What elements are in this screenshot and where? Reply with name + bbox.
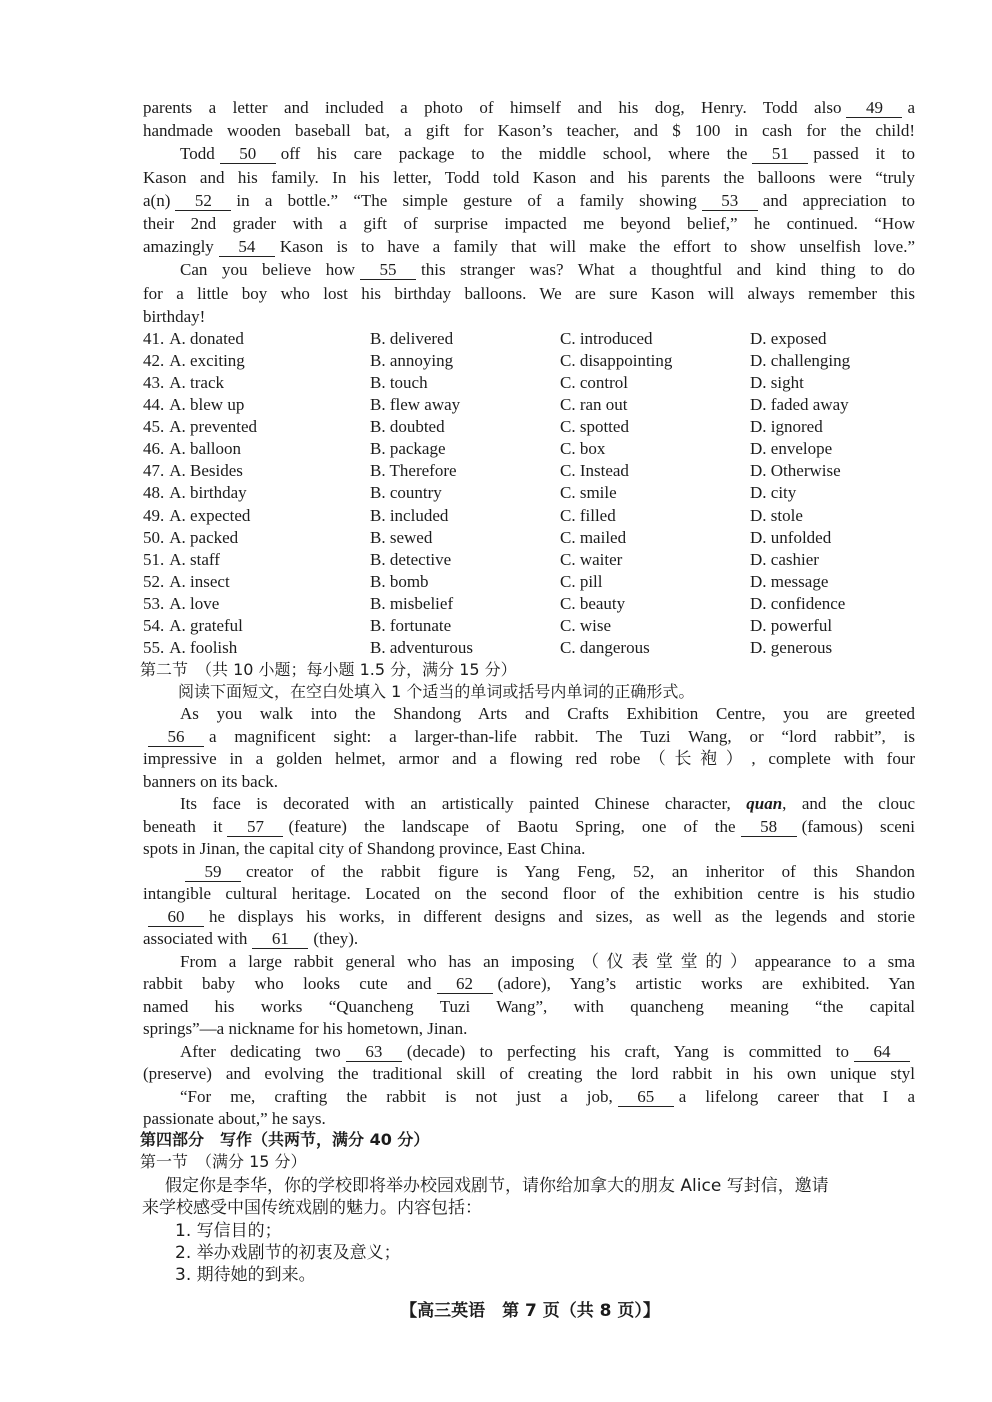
- option-d: D. generous: [750, 637, 833, 657]
- option-cell-a: [143, 571, 370, 593]
- text-run: rabbit baby who looks cute and: [143, 974, 432, 993]
- text-run: parents a letter and included a photo of himself and his dog, Henry. Todd also: [143, 98, 842, 117]
- option-a: A. balloon: [169, 439, 242, 459]
- text-run: he displays his works, in different designs and sizes, as well as the legends and storie: [209, 906, 915, 926]
- option-c: C. introduced: [560, 329, 653, 348]
- question-number: 48.: [143, 483, 165, 503]
- text-run: (adore), Yang’s artistic works are exhibited. Yan: [497, 974, 915, 993]
- option-a: A. exciting: [169, 351, 245, 371]
- option-c: C. dangerous: [560, 637, 650, 657]
- text-line: [143, 793, 915, 816]
- text-run: spots in Jinan, the capital city of Shandong province, East China.: [143, 839, 586, 858]
- option-b: B. adventurous: [370, 637, 473, 657]
- option-c: C. smile: [560, 483, 617, 503]
- answer-blank: 61: [252, 930, 308, 949]
- option-c: C. pill: [560, 571, 603, 591]
- answer-blank: 54: [219, 238, 275, 257]
- text-run: impressive in a golden helmet, armor and a flowing red robe（长袍）, complete with four: [143, 749, 915, 768]
- cloze-passage: [143, 96, 915, 328]
- option-row: [143, 372, 923, 394]
- option-a: A. birthday: [169, 483, 247, 503]
- text-line: [143, 816, 915, 839]
- text-run: beneath it: [143, 816, 223, 836]
- text-line: [143, 1018, 915, 1041]
- text-line: [143, 973, 915, 996]
- option-c: C. wise: [560, 615, 611, 635]
- option-a: A. insect: [169, 571, 230, 591]
- option-b: B. fortunate: [370, 615, 452, 635]
- option-c: C. disappointing: [560, 351, 673, 371]
- prompt-point: 2. 举办戏剧节的初衷及意义；: [175, 1242, 401, 1263]
- question-number: 52.: [143, 571, 165, 591]
- paragraph: [143, 703, 915, 793]
- text-run: springs”—a nickname for his hometown, Jinan.: [143, 1019, 468, 1038]
- section-2-title: 第二节 （共 10 小题；每小题 1.5 分，满分 15 分）: [140, 660, 517, 679]
- text-line: [143, 282, 915, 305]
- text-run: (they).: [313, 929, 359, 948]
- prompt-line: 假定你是李华，你的学校即将举办校园戏剧节，请你给加拿大的朋友 Alice 写封信，邀请: [165, 1176, 829, 1196]
- text-run: handmade wooden baseball bat, a gift for Kason’s teacher, and $ 100 in cash for the child!: [143, 121, 915, 141]
- text-line: [143, 861, 915, 884]
- option-cell-a: [143, 372, 370, 394]
- text-line: [143, 1041, 915, 1064]
- option-d: D. powerful: [750, 615, 833, 635]
- option-cell-a: [143, 615, 370, 637]
- text-line: [143, 883, 915, 906]
- option-row: [143, 416, 923, 438]
- option-d: D. stole: [750, 505, 803, 525]
- option-row: [143, 350, 923, 372]
- text-line: [143, 258, 915, 281]
- text-line: [143, 305, 915, 328]
- part-4-title: 第四部分 写作（共两节，满分 40 分）: [140, 1130, 430, 1149]
- question-number: 55.: [143, 637, 165, 657]
- paragraph: [143, 1041, 915, 1086]
- text-run: , and the clouc: [782, 794, 915, 813]
- option-cell-a: [143, 527, 370, 549]
- text-run: off his care package to the middle school, where the: [280, 144, 748, 164]
- question-number: 54.: [143, 615, 165, 635]
- text-run: a: [907, 98, 915, 117]
- answer-blank: 52: [175, 192, 231, 211]
- text-line: [143, 748, 915, 771]
- text-line: [143, 726, 915, 749]
- option-d: D. sight: [750, 373, 804, 393]
- text-run: a magnificent sight: a larger-than-life rabbit. The Tuzi Wang, or “lord rabbit”, is: [209, 726, 915, 746]
- prompt-point: 3. 期待她的到来。: [175, 1265, 316, 1285]
- text-line: [143, 142, 915, 165]
- option-c: C. mailed: [560, 527, 627, 547]
- paragraph: [143, 793, 915, 861]
- option-b: B. touch: [370, 373, 428, 393]
- question-number: 44.: [143, 395, 165, 415]
- option-d: D. faded away: [750, 395, 849, 415]
- option-cell-a: [143, 549, 370, 571]
- option-d: D. Otherwise: [750, 461, 841, 481]
- option-row: [143, 505, 923, 527]
- option-b: B. country: [370, 483, 442, 503]
- option-b: B. delivered: [370, 329, 454, 348]
- option-b: B. misbelief: [370, 593, 454, 613]
- question-number: 45.: [143, 417, 165, 437]
- paragraph: [143, 861, 915, 951]
- answer-blank: 50: [220, 145, 276, 164]
- prompt-line: 来学校感受中国传统戏剧的魅力。内容包括：: [142, 1198, 482, 1219]
- text-run: associated with: [143, 929, 248, 948]
- option-a: A. foolish: [169, 637, 238, 657]
- answer-blank: 64: [854, 1043, 910, 1062]
- paragraph: [143, 951, 915, 1041]
- answer-blank: 65: [618, 1088, 674, 1107]
- option-row: [143, 549, 923, 571]
- prompt-point: 1. 写信目的；: [175, 1220, 282, 1241]
- emphasized-word: quan: [746, 794, 783, 813]
- answer-blank: 57: [227, 818, 283, 837]
- option-b: B. sewed: [370, 527, 433, 547]
- text-line: [143, 838, 915, 861]
- text-line: [143, 189, 915, 212]
- part-4-section-1-title: 第一节 （满分 15 分）: [140, 1152, 307, 1171]
- option-cell-a: [143, 505, 370, 527]
- option-b: B. included: [370, 505, 449, 525]
- option-d: D. ignored: [750, 417, 823, 437]
- text-run: birthday!: [143, 306, 206, 326]
- text-run: (preserve) and evolving the traditional skill of creating the lord rabbit in his own unique styl: [143, 1064, 915, 1083]
- option-a: A. grateful: [169, 615, 243, 635]
- option-a: A. donated: [169, 329, 244, 348]
- answer-blank: 62: [437, 975, 493, 994]
- question-number: 42.: [143, 351, 165, 371]
- question-number: 43.: [143, 373, 165, 393]
- text-run: “For me, crafting the rabbit is not just a job,: [180, 1086, 613, 1106]
- cloze-options: [143, 328, 923, 659]
- option-c: C. box: [560, 439, 606, 459]
- option-d: D. city: [750, 483, 797, 503]
- text-run: Todd: [180, 144, 215, 164]
- text-run: (famous) sceni: [801, 816, 915, 836]
- option-row: [143, 593, 923, 615]
- text-line: [143, 771, 915, 794]
- part-4-header: [140, 1129, 920, 1173]
- text-run: their 2nd grader with a gift of surprise impacted me beyond belief,” he continued. “How: [143, 213, 915, 233]
- option-cell-a: [143, 482, 370, 504]
- option-row: [143, 571, 923, 593]
- text-run: (feature) the landscape of Baotu Spring, one of the: [288, 816, 736, 836]
- text-run: After dedicating two: [180, 1041, 341, 1061]
- option-c: C. control: [560, 373, 628, 393]
- option-b: B. detective: [370, 549, 452, 569]
- text-line: [143, 235, 915, 258]
- text-line: [143, 996, 915, 1019]
- text-run: As you walk into the Shandong Arts and Crafts Exhibition Centre, you are greeted: [180, 704, 915, 723]
- section-2-instructions: 阅读下面短文，在空白处填入 1 个适当的单词或括号内单词的正确形式。: [178, 682, 695, 701]
- text-run: creator of the rabbit figure is Yang Feng, 52, an inheritor of this Shandon: [246, 861, 915, 881]
- option-a: A. packed: [169, 527, 239, 547]
- text-run: in a bottle.” “The simple gesture of a family showing: [236, 190, 697, 210]
- grammar-passage: [143, 703, 915, 1131]
- text-run: amazingly: [143, 237, 214, 257]
- option-a: A. staff: [169, 549, 220, 569]
- paragraph: [143, 96, 915, 142]
- question-number: 50.: [143, 527, 165, 547]
- option-c: C. ran out: [560, 395, 628, 415]
- text-run: Kason and his family. In his letter, Todd told Kason and his parents the balloons were “truly: [143, 167, 915, 187]
- option-a: A. Besides: [169, 461, 243, 481]
- option-b: B. flew away: [370, 395, 461, 415]
- text-run: (decade) to perfecting his craft, Yang is committed to: [406, 1041, 849, 1061]
- option-a: A. prevented: [169, 417, 258, 437]
- option-a: A. love: [169, 593, 220, 613]
- section-2-header: [140, 659, 920, 703]
- text-line: [143, 1108, 915, 1131]
- text-line: [143, 951, 915, 974]
- option-row: [143, 527, 923, 549]
- answer-blank: 60: [148, 908, 204, 927]
- option-cell-a: [143, 460, 370, 482]
- option-b: B. doubted: [370, 417, 445, 437]
- text-line: [143, 906, 915, 929]
- text-run: named his works “Quancheng Tuzi Wang”, with quancheng meaning “the capital: [143, 996, 915, 1016]
- option-row: [143, 394, 923, 416]
- question-number: 47.: [143, 461, 165, 481]
- option-row: [143, 438, 923, 460]
- answer-blank: 58: [741, 818, 797, 837]
- text-run: Kason is to have a family that will make the effort to show unselfish love.”: [279, 237, 915, 257]
- answer-blank: 63: [346, 1043, 402, 1062]
- text-run: this stranger was? What a thoughtful and kind thing to do: [421, 260, 915, 280]
- question-number: 49.: [143, 505, 165, 525]
- option-b: B. Therefore: [370, 461, 457, 481]
- text-run: From a large rabbit general who has an imposing（仪表堂堂的）appearance to a sma: [180, 951, 915, 971]
- text-run: passed it to: [813, 144, 915, 164]
- option-row: [143, 328, 923, 350]
- answer-blank: 49: [846, 99, 902, 118]
- question-number: 53.: [143, 593, 165, 613]
- text-line: [143, 1086, 915, 1109]
- option-cell-a: [143, 438, 370, 460]
- option-b: B. package: [370, 439, 446, 459]
- option-cell-a: [143, 350, 370, 372]
- option-d: D. challenging: [750, 351, 851, 371]
- option-c: C. Instead: [560, 461, 629, 481]
- option-row: [143, 460, 923, 482]
- option-cell-a: [143, 593, 370, 615]
- option-d: D. message: [750, 571, 829, 591]
- text-run: intangible cultural heritage. Located on the second floor of the exhibition centre is his studio: [143, 884, 915, 903]
- option-row: [143, 637, 923, 659]
- text-run: Can you believe how: [180, 260, 356, 280]
- paragraph: [143, 258, 915, 328]
- paragraph: [143, 1086, 915, 1131]
- text-run: banners on its back.: [143, 771, 279, 791]
- text-run: for a little boy who lost his birthday balloons. We are sure Kason will always remember this: [143, 283, 915, 303]
- text-run: a lifelong career that I a: [678, 1086, 916, 1106]
- answer-blank: 53: [702, 192, 758, 211]
- question-number: 41.: [143, 329, 165, 348]
- question-number: 51.: [143, 549, 165, 569]
- option-c: C. beauty: [560, 593, 626, 613]
- option-d: D. envelope: [750, 439, 833, 459]
- option-a: A. track: [169, 373, 225, 393]
- option-cell-a: [143, 637, 370, 659]
- option-d: D. confidence: [750, 593, 846, 613]
- option-a: A. blew up: [169, 395, 245, 415]
- text-line: [143, 1063, 915, 1086]
- answer-blank: 59: [185, 863, 241, 882]
- text-run: Its face is decorated with an artistically painted Chinese character,: [180, 794, 747, 813]
- answer-blank: 51: [752, 145, 808, 164]
- text-line: [143, 928, 915, 951]
- option-b: B. bomb: [370, 571, 429, 591]
- option-d: D. unfolded: [750, 527, 832, 547]
- text-line: [143, 166, 915, 189]
- option-cell-a: [143, 328, 370, 350]
- page-footer: 【高三英语 第 7 页（共 8 页）】: [400, 1301, 660, 1321]
- answer-blank: 55: [360, 261, 416, 280]
- option-d: D. exposed: [750, 329, 827, 348]
- text-run: passionate about,” he says.: [143, 1109, 326, 1128]
- text-line: [143, 703, 915, 726]
- text-line: [143, 212, 915, 235]
- text-run: a(n): [143, 190, 171, 210]
- option-b: B. annoying: [370, 351, 454, 371]
- option-c: C. waiter: [560, 549, 623, 569]
- paragraph: [143, 142, 915, 258]
- text-line: [143, 119, 915, 142]
- question-number: 46.: [143, 439, 165, 459]
- answer-blank: 56: [148, 728, 204, 747]
- option-row: [143, 615, 923, 637]
- option-c: C. spotted: [560, 417, 629, 437]
- text-line: [143, 96, 915, 119]
- option-c: C. filled: [560, 505, 616, 525]
- option-cell-a: [143, 416, 370, 438]
- option-d: D. cashier: [750, 549, 819, 569]
- option-row: [143, 482, 923, 504]
- text-run: and appreciation to: [762, 190, 916, 210]
- writing-prompt: [142, 1175, 922, 1286]
- option-cell-a: [143, 394, 370, 416]
- option-a: A. expected: [169, 505, 251, 525]
